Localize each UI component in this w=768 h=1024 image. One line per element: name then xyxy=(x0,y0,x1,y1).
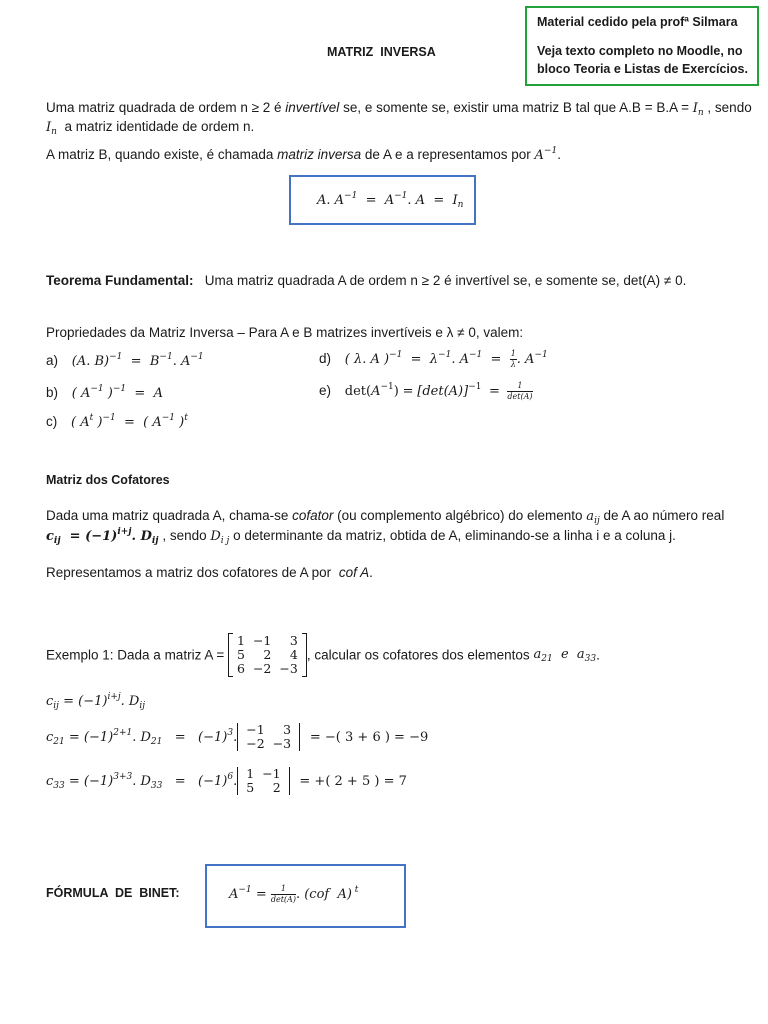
intro-text-b: se, e somente se, existir uma matriz B tal que A.B = B.A = xyxy=(339,100,693,115)
element-aij: $a_{ij}$ xyxy=(586,509,600,526)
cofactors-text-e: o determinante da matriz, obtida de A, eliminando-se a linha i e a coluna j. xyxy=(229,528,676,543)
inverse-definition-box xyxy=(289,175,476,225)
property-e-label: e) xyxy=(319,383,332,399)
page-title: MATRIZ INVERSA xyxy=(327,45,436,59)
property-e-formula: $\det(A^{-1}) = [\det(A)]^{-1}$ = $\frac{1}{\det(A)}$ xyxy=(344,381,533,401)
matrix-cell: −1 xyxy=(262,766,281,781)
c33-line xyxy=(46,767,407,795)
intro-text-e: A matriz B, quando existe, é chamada xyxy=(46,147,278,162)
cofactors-text-b: (ou complemento algébrico) do elemento xyxy=(333,508,587,523)
c21-result: = −( 3 + 6 ) = −9 xyxy=(309,729,429,745)
d33-table xyxy=(242,767,284,795)
property-d xyxy=(319,350,548,369)
matrix-cell: −3 xyxy=(272,736,292,751)
matrix-cell: 5 xyxy=(236,647,245,662)
theorem-label: Teorema Fundamental: xyxy=(46,273,194,288)
property-d-label: d) xyxy=(319,351,332,366)
property-a-label: a) xyxy=(46,353,59,368)
property-c-formula: ( $A^t$ )$^{-1}$ = ( $A^{-1}$ )$^t$ xyxy=(71,413,188,430)
identity-symbol-2: $I_n$ xyxy=(46,120,57,137)
cofactors-heading: Matriz dos Cofatores xyxy=(46,473,170,487)
inverse-symbol: $A^{-1}$ xyxy=(534,146,558,163)
binet-label: FÓRMULA DE BINET: xyxy=(46,886,180,900)
theorem-line xyxy=(46,273,686,288)
matrix-a-table xyxy=(233,634,302,676)
determinant-d21 xyxy=(237,723,300,751)
matrix-a xyxy=(228,633,307,677)
dij-symbol: $D_{i j}$ xyxy=(210,529,230,546)
cofactors-line-3 xyxy=(46,565,373,580)
determinant-d33 xyxy=(237,767,289,795)
note-box xyxy=(525,6,759,86)
cofactor-definition: $c_{ij} = (-1)^{i+j}$. $D_{ij}$ xyxy=(46,527,159,546)
intro-text-f: de A e a representamos por xyxy=(361,147,535,162)
cofactors-text-f: Representamos a matriz dos cofatores de A por xyxy=(46,565,335,580)
intro-line-1 xyxy=(46,100,752,118)
property-c xyxy=(46,413,188,430)
matrix-cell: 1 xyxy=(236,633,245,648)
property-a xyxy=(46,352,204,369)
matrix-cell: 3 xyxy=(283,722,292,737)
example-prefix: Exemplo 1: Dada a matriz A = xyxy=(46,647,225,663)
matrix-cell: 4 xyxy=(289,647,298,662)
cofactors-cofator: cofator xyxy=(292,508,334,523)
c21-line xyxy=(46,723,428,751)
property-e xyxy=(319,382,533,401)
matrix-cell: 5 xyxy=(246,780,255,795)
matrix-cell: −1 xyxy=(252,633,272,648)
matrix-cell: 1 xyxy=(246,766,255,781)
c21-formula: $c_{21} = (-1)^{2+1}$. $D_{21}$ = $(-1)^3$. xyxy=(46,727,238,747)
intro-text-c: , sendo xyxy=(703,100,752,115)
matrix-cell: 6 xyxy=(236,661,245,676)
matrix-cell: 3 xyxy=(289,633,298,648)
matrix-cell: 2 xyxy=(272,780,281,795)
cofactors-line-2 xyxy=(46,527,676,546)
intro-invertivel: invertível xyxy=(285,100,340,115)
cofactors-text-g: . xyxy=(369,565,373,580)
example-line: Exemplo 1: Dada a matriz A = 1 −1 3 5 2 4 6 −2 −3 , calcular os cofatores dos elementos $a_{21}$ e $a_{33}$. xyxy=(46,633,600,676)
intro-text-a: Uma matriz quadrada de ordem n ≥ 2 é xyxy=(46,100,286,115)
inverse-definition-formula: A. $A^{-1} = A^{-1}$. $A = I_n$ xyxy=(317,191,464,210)
intro-text-d: a matriz identidade de ordem n. xyxy=(64,119,255,134)
properties-intro: Propriedades da Matriz Inversa – Para A e B matrizes invertíveis e λ ≠ 0, valem: xyxy=(46,325,524,340)
property-c-label: c) xyxy=(46,414,58,429)
property-d-formula: ( λ. A )$^{-1} = \lambda^{-1}$. $A^{-1}$ = $\frac{1}{\lambda}$ . $A^{-1}$ xyxy=(344,349,548,369)
theorem-text: Uma matriz quadrada A de ordem n ≥ 2 é invertível se, e somente se, det(A) ≠ 0. xyxy=(204,273,687,288)
cof-a: cof A xyxy=(338,565,370,580)
matrix-cell: −3 xyxy=(279,661,298,676)
c33-result: = +( 2 + 5 ) = 7 xyxy=(299,773,407,789)
identity-symbol: $I_n$ xyxy=(692,101,704,118)
property-a-formula: (A. $B)^{-1} = B^{-1}$. $A^{-1}$ xyxy=(71,352,204,369)
intro-matriz-inversa: matriz inversa xyxy=(277,147,362,162)
note-line-1: Material cedido pela profª Silmara xyxy=(537,15,738,29)
example-suffix: , calcular os cofatores dos elementos xyxy=(306,647,530,663)
cofactors-line-1 xyxy=(46,508,724,526)
cofactors-text-d: , sendo xyxy=(158,528,211,543)
d21-table xyxy=(242,723,295,751)
c33-formula: $c_{33} = (-1)^{3+3}$. $D_{33}$ = $(-1)^6$. xyxy=(46,771,238,791)
intro-line-3: A matriz B, quando existe, é chamada matriz inversa de A e a representamos por $A^{-1}$. xyxy=(46,146,561,163)
binet-formula: $A^{-1}$ = $\frac{1}{\det(A)}$ . (cof A) $^t$ xyxy=(229,884,359,904)
matrix-cell: −1 xyxy=(246,722,265,737)
example-elements: $a_{21}$ e $a_{33}$ xyxy=(533,646,597,664)
matrix-cell: 2 xyxy=(263,647,272,662)
matrix-cell: −2 xyxy=(252,661,272,676)
binet-formula-box xyxy=(205,864,406,928)
note-line-2: Veja texto completo no Moodle, no bloco Teoria e Listas de Exercícios. xyxy=(537,44,748,76)
property-b-label: b) xyxy=(46,385,59,400)
cij-formula: $c_{ij} = (-1)^{i+j}$. $D_{ij}$ xyxy=(46,692,146,711)
intro-line-2 xyxy=(46,119,254,137)
matrix-cell: −2 xyxy=(246,736,265,751)
property-b-formula: ( $A^{-1}$ )$^{-1}$ = A xyxy=(71,384,163,401)
cofactors-text-c: de A ao número real xyxy=(599,508,725,523)
property-b xyxy=(46,384,163,401)
cofactors-text-a: Dada uma matriz quadrada A, chama-se xyxy=(46,508,293,523)
example-and: e xyxy=(560,646,569,662)
